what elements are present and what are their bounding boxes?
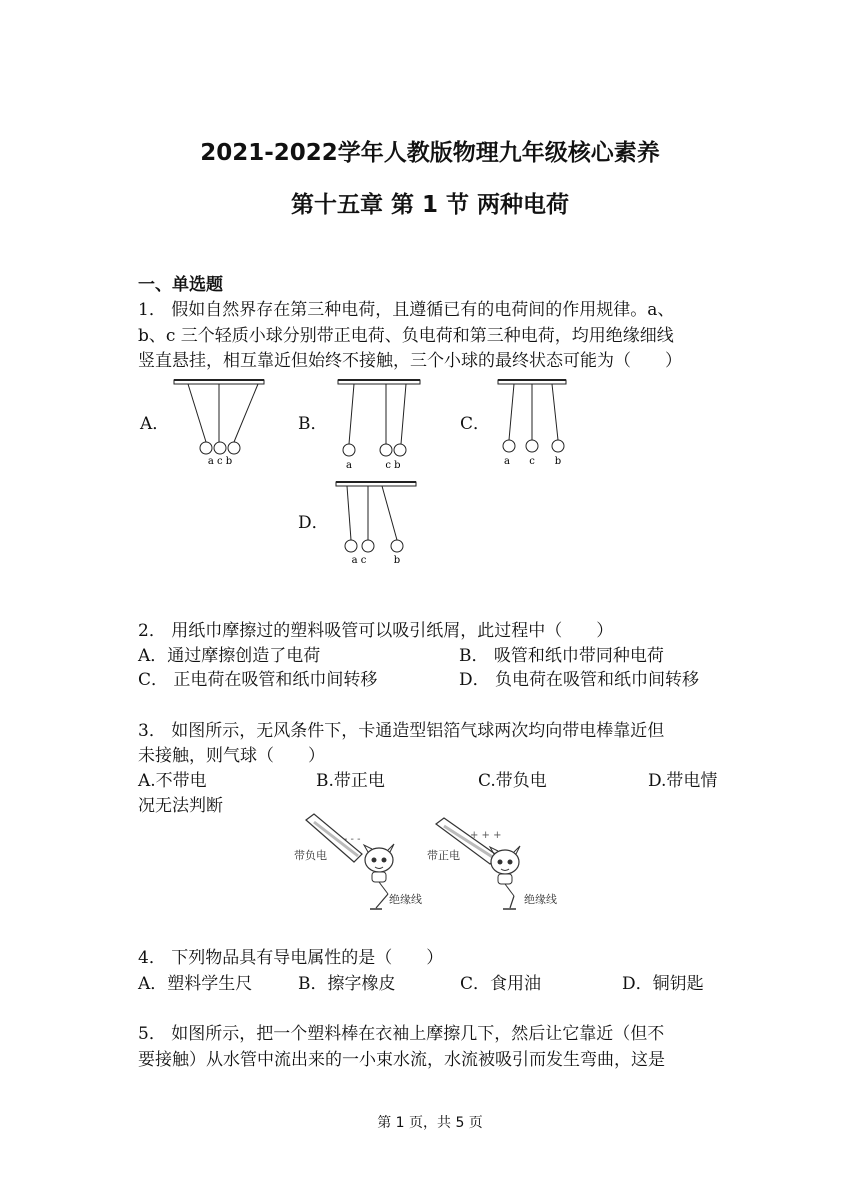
fig-c-label-b: b — [554, 456, 562, 467]
positive-signs: + + + — [470, 830, 502, 841]
q3-line2: 未接触，则气球（ ） — [138, 746, 325, 766]
fig-b-label-cb: c b — [385, 460, 401, 471]
right-balloon — [490, 846, 520, 909]
page-footer: 第 1 页，共 5 页 — [377, 1115, 483, 1131]
q3-option-d-continued: 况无法判断 — [138, 796, 223, 816]
q4-stem: 4． 下列物品具有导电属性的是（ ） — [138, 948, 444, 968]
q2-option-b[interactable]: B． 吸管和纸巾带同种电荷 — [459, 646, 664, 666]
q5-line1: 5． 如图所示，把一个塑料棒在衣袖上摩擦几下，然后让它靠近（但不 — [138, 1024, 665, 1044]
q3-option-c[interactable]: C.带负电 — [478, 771, 547, 791]
q2-option-c[interactable]: C． 正电荷在吸管和纸巾间转移 — [138, 670, 378, 690]
q1-option-b-label[interactable]: B． — [298, 414, 328, 434]
fig-c-label-c: c — [529, 456, 535, 467]
q5-line2: 要接触）从水管中流出来的一小束水流，水流被吸引而发生弯曲，这是 — [138, 1050, 665, 1070]
q1-line3: 竖直悬挂，相互靠近但始终不接触，三个小球的最终状态可能为（ ） — [138, 351, 682, 371]
pendulum-figure-c — [494, 376, 574, 471]
fig-a-ball-labels: a c b — [207, 456, 233, 467]
q4-option-a[interactable]: A．塑料学生尺 — [138, 974, 253, 994]
fig-c-label-a: a — [504, 456, 510, 467]
q3-option-d[interactable]: D.带电情 — [648, 771, 718, 791]
section-heading: 一、单选题 — [138, 275, 223, 295]
q1-option-a-label[interactable]: A． — [140, 414, 170, 434]
pendulum-figure-a — [170, 376, 270, 471]
q4-option-b[interactable]: B．擦字橡皮 — [298, 974, 396, 994]
q3-line1: 3． 如图所示，无风条件下，卡通造型铝箔气球两次均向带电棒靠近但 — [138, 721, 665, 741]
q1-line1: 1． 假如自然界存在第三种电荷，且遵循已有的电荷间的作用规律。a、 — [138, 300, 675, 320]
fig-d-label-ac: a c — [351, 555, 367, 566]
left-thread-label: 绝缘线 — [389, 893, 422, 906]
q3-option-b[interactable]: B.带正电 — [316, 771, 385, 791]
q1-line2: b、c 三个轻质小球分别带正电荷、负电荷和第三种电荷，均用绝缘细线 — [138, 326, 674, 346]
negative-signs: - - - — [344, 834, 361, 845]
document-title: 2021-2022学年人教版物理九年级核心素养 — [200, 140, 660, 166]
q4-option-c[interactable]: C．食用油 — [460, 974, 542, 994]
q4-option-d[interactable]: D．铜钥匙 — [622, 974, 704, 994]
fig-d-label-b: b — [393, 555, 401, 566]
pendulum-figure-d — [332, 478, 422, 570]
balloon-rod-figure — [284, 812, 574, 922]
negative-rod-label: 带负电 — [294, 849, 327, 862]
q2-stem: 2． 用纸巾摩擦过的塑料吸管可以吸引纸屑，此过程中（ ） — [138, 621, 614, 641]
q2-option-d[interactable]: D． 负电荷在吸管和纸巾间转移 — [459, 670, 700, 690]
right-thread-label: 绝缘线 — [524, 893, 557, 906]
q1-option-c-label[interactable]: C． — [460, 414, 491, 434]
q1-option-d-label[interactable]: D． — [298, 513, 329, 533]
fig-b-label-a: a — [346, 460, 352, 471]
q2-option-a[interactable]: A．通过摩擦创造了电荷 — [138, 646, 321, 666]
pendulum-figure-b — [334, 376, 434, 476]
q3-option-a[interactable]: A.不带电 — [138, 771, 207, 791]
positive-rod-label: 带正电 — [427, 849, 460, 862]
chapter-subtitle: 第十五章 第 1 节 两种电荷 — [290, 192, 570, 218]
